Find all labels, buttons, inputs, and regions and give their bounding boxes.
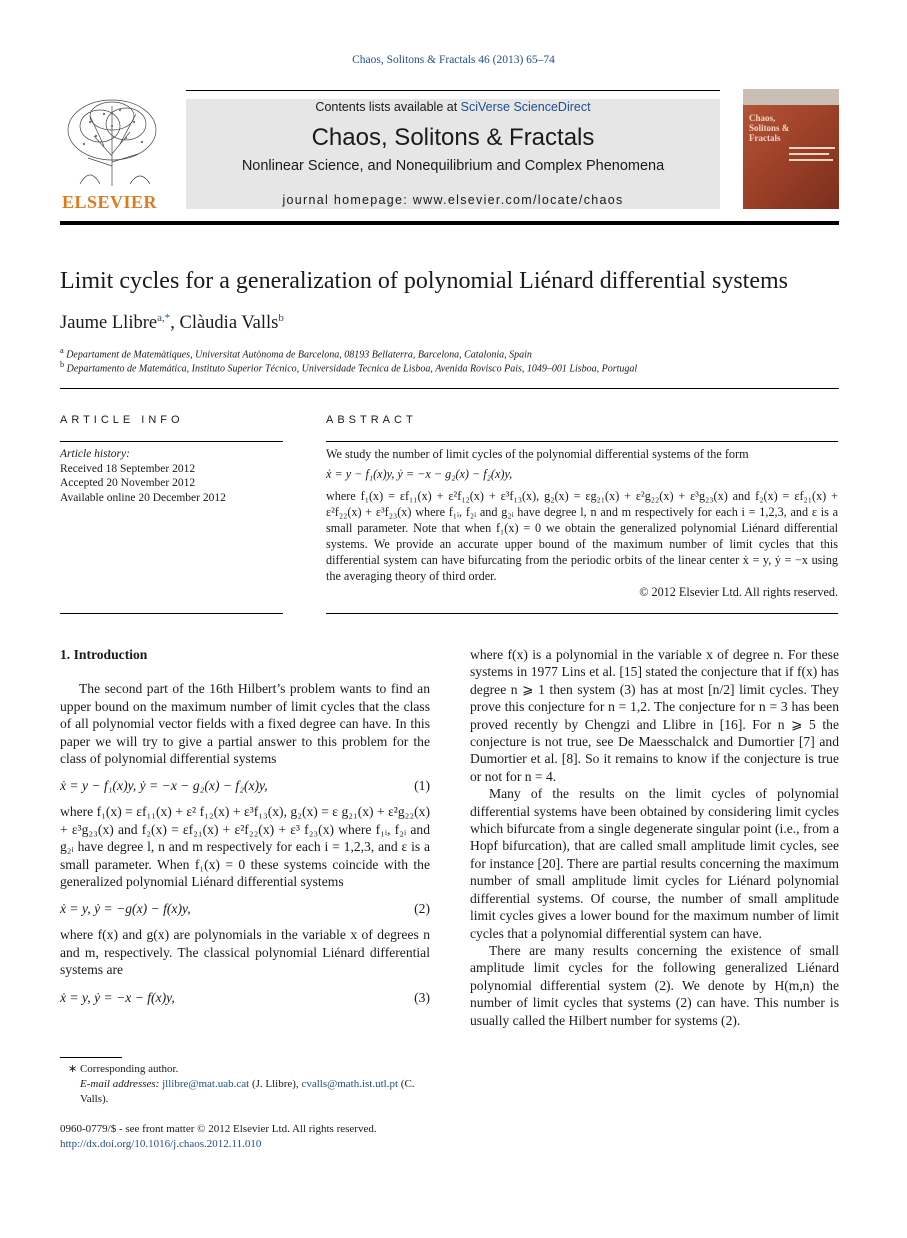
article-title: Limit cycles for a generalization of polynomial Liénard differential systems (60, 268, 788, 294)
author-superscript[interactable]: b (278, 312, 284, 324)
affiliation-text: Departament de Matemàtiques, Universitat Autònoma de Barcelona, 08193 Bellaterra, Barcelona, Catalonia, Spain (66, 349, 532, 361)
online-date: Available online 20 December 2012 (60, 491, 226, 504)
journal-title: Chaos, Solitons & Fractals (311, 124, 595, 151)
equation-1 (60, 773, 430, 799)
spacer (60, 663, 430, 680)
journal-cover-thumbnail (743, 89, 839, 209)
body-paragraph: The second part of the 16th Hilbert’s problem wants to find an upper bound on the maximum number of limit cycles that the class of all polynomial vector fields with a fixed degree can have. In this paper we will try to give a partial answer to this problem for the class of polynomial differential systems (60, 681, 430, 767)
right-column (470, 646, 839, 1029)
body-paragraph: where f(x) and g(x) are polynomials in the variable x of degrees n and m, respectively. The classical polynomial Liénard differential systems are (60, 927, 430, 978)
corresponding-author-note: ∗ Corresponding author. (68, 1063, 179, 1075)
affiliation-b (60, 360, 637, 374)
author-list (60, 312, 284, 334)
body-paragraph: where f(x) is a polynomial in the variable x of degree n. For these systems in 1977 Lins et al. [15] stated the conjecture that if f(x) has degree n ⩾ 1 then system (3) has at most [n/2] limit cycles. They prove this conjecture for n = 1,2. The conjecture for n = 3 has been proved recently by Chengzi and Llibre in [16]. For n ⩾ 5 the conjecture is not true, see De Maesschalck and Dumortier [7] and Dumortier et al. [8]. So it remains to know if the conjecture is true or not for n = 4. (470, 647, 839, 784)
article-info-heading: ARTICLE INFO (60, 414, 184, 426)
email-link[interactable]: jllibre@mat.uab.cat (162, 1078, 250, 1090)
accepted-date: Accepted 20 November 2012 (60, 477, 196, 489)
journal-homepage[interactable]: journal homepage: www.elsevier.com/locate/chaos (282, 193, 624, 207)
cover-top-strip (743, 89, 839, 105)
copyright-notice: © 2012 Elsevier Ltd. All rights reserved. (639, 585, 838, 599)
footnote-rule (60, 1057, 122, 1058)
equation-text: ẋ = y, ẏ = −g(x) − f(x)y, (60, 901, 191, 917)
header-rule (186, 90, 720, 91)
body-paragraph: where f₁(x) = εf₁₁(x) + ε² f₁₂(x) + ε³f₁₃(x), g₂(x) = ε g₂₁(x) + ε²g₂₂(x) + ε³g₂₃(x) and f₂(x) = εf₂₁(x) + ε²f₂₂(x) + ε³ f₂₃(x) where f₁ᵢ, f₂ᵢ and g₂ᵢ have degree l, n and m respectively for each i = 1,2,3, and ε is a small parameter. When f₁(x) = 0 these systems coincide with the generalized polynomial Liénard differential systems (60, 804, 430, 890)
abstract-body (326, 446, 838, 600)
received-date: Received 18 September 2012 (60, 462, 196, 475)
contents-prefix: Contents lists available at (315, 100, 461, 114)
email-note (68, 1077, 433, 1107)
equation-text: ẋ = y, ẏ = −x − f(x)y, (60, 989, 175, 1005)
abstract-paragraph: where f₁(x) = εf₁₁(x) + ε²f₁₂(x) + ε³f₁₃(x), g₂(x) = εg₂₁(x) + ε²g₂₂(x) + ε³g₂₃(x) and f₂(x) = εf₂₁(x) + ε²f₂₂(x) + ε³f₂₃(x) where f₁ᵢ, f₂ᵢ and g₂ᵢ have degree l, n and m respectively for each i = 1,2,3, and ε is a small parameter. Note that when f₁(x) = 0 we obtain the generalized polynomial Liénard differential systems. We provide an accurate upper bound of the maximum number of limit cycles that this differential system can have bifurcating from the periodic orbits of the linear center ẋ = y, ẏ = −x using the averaging theory of third order. (326, 489, 838, 583)
journal-reference[interactable]: Chaos, Solitons & Fractals 46 (2013) 65–74 (352, 54, 555, 66)
abstract-paragraph: We study the number of limit cycles of the polynomial differential systems of the form (326, 447, 749, 461)
affiliation-a (60, 346, 532, 360)
cover-line (789, 153, 829, 155)
equation-number: (3) (414, 989, 430, 1005)
equation-2 (60, 896, 430, 922)
author-name[interactable]: Clàudia Valls (179, 313, 279, 334)
cover-line (789, 159, 833, 161)
email-label: E-mail addresses: (80, 1078, 163, 1090)
journal-subtitle: Nonlinear Science, and Nonequilibrium and Complex Phenomena (241, 158, 665, 174)
section-heading: 1. Introduction (60, 647, 148, 662)
equation-number: (2) (414, 901, 430, 917)
divider (60, 441, 283, 442)
contents-line (186, 100, 720, 114)
email-owner: (C. Valls). (80, 1078, 415, 1105)
abstract-heading: ABSTRACT (326, 414, 417, 426)
footnotes (68, 1062, 433, 1107)
sciencedirect-link[interactable]: SciVerse ScienceDirect (460, 100, 591, 114)
article-history (60, 447, 283, 505)
cover-title: Chaos, Solitons & Fractals (749, 113, 790, 143)
cover-line (789, 147, 835, 149)
email-link[interactable]: cvalls@math.ist.utl.pt (301, 1078, 399, 1090)
issn-line: 0960-0779/$ - see front matter © 2012 Elsevier Ltd. All rights reserved. (60, 1123, 377, 1135)
divider (326, 441, 838, 442)
left-column (60, 646, 430, 1015)
equation-3 (60, 985, 430, 1011)
doi-link[interactable]: http://dx.doi.org/10.1016/j.chaos.2012.11.010 (60, 1138, 262, 1150)
email-owner: (J. Llibre), (249, 1078, 302, 1090)
divider (60, 388, 839, 389)
affiliation-text: Departamento de Matemática, Instituto Superior Técnico, Universidade Tecnica de Lisboa, Avenida Rovisco Pais, 1049–001 Lisboa, Portugal (66, 363, 638, 375)
front-matter (60, 1122, 440, 1152)
history-label: Article history: (60, 448, 130, 460)
author-superscript[interactable]: a,* (157, 312, 171, 324)
equation-number: (1) (414, 778, 430, 794)
divider (60, 613, 283, 614)
author-separator: , (170, 313, 180, 334)
divider (326, 613, 838, 614)
publisher-name: ELSEVIER (62, 192, 158, 212)
body-paragraph: Many of the results on the limit cycles of polynomial differential systems have been obtained by considering limit cycles which bifurcate from a single degenerate singular point (i.e., from a Hopf bifurcation), that are called small amplitude limit cycles, see for instance [20]. There are partial results concerning the maximum number of small amplitude limit cycles for Liénard polynomial differential systems. Of course, the number of small amplitude limit cycles gives a lower bound for the maximum number of limit cycles that a polynomial differential system can have. (470, 786, 839, 941)
equation-text: ẋ = y − f₁(x)y, ẏ = −x − g₂(x) − f₂(x)y, (60, 778, 268, 794)
affiliation-mark: a (60, 346, 64, 355)
abstract-equation: ẋ = y − f₁(x)y, ẏ = −x − g₂(x) − f₂(x)y, (326, 467, 513, 481)
body-paragraph: There are many results concerning the existence of small amplitude limit cycles for the following generalized Liénard polynomial differential system (2). We denote by H(m,n) the number of limit cycles that systems (2) can have. This number is usually called the Hilbert number for systems (2). (470, 942, 839, 1028)
affiliation-mark: b (60, 360, 65, 369)
author-name[interactable]: Jaume Llibre (60, 313, 158, 334)
header-thick-rule (60, 221, 839, 225)
